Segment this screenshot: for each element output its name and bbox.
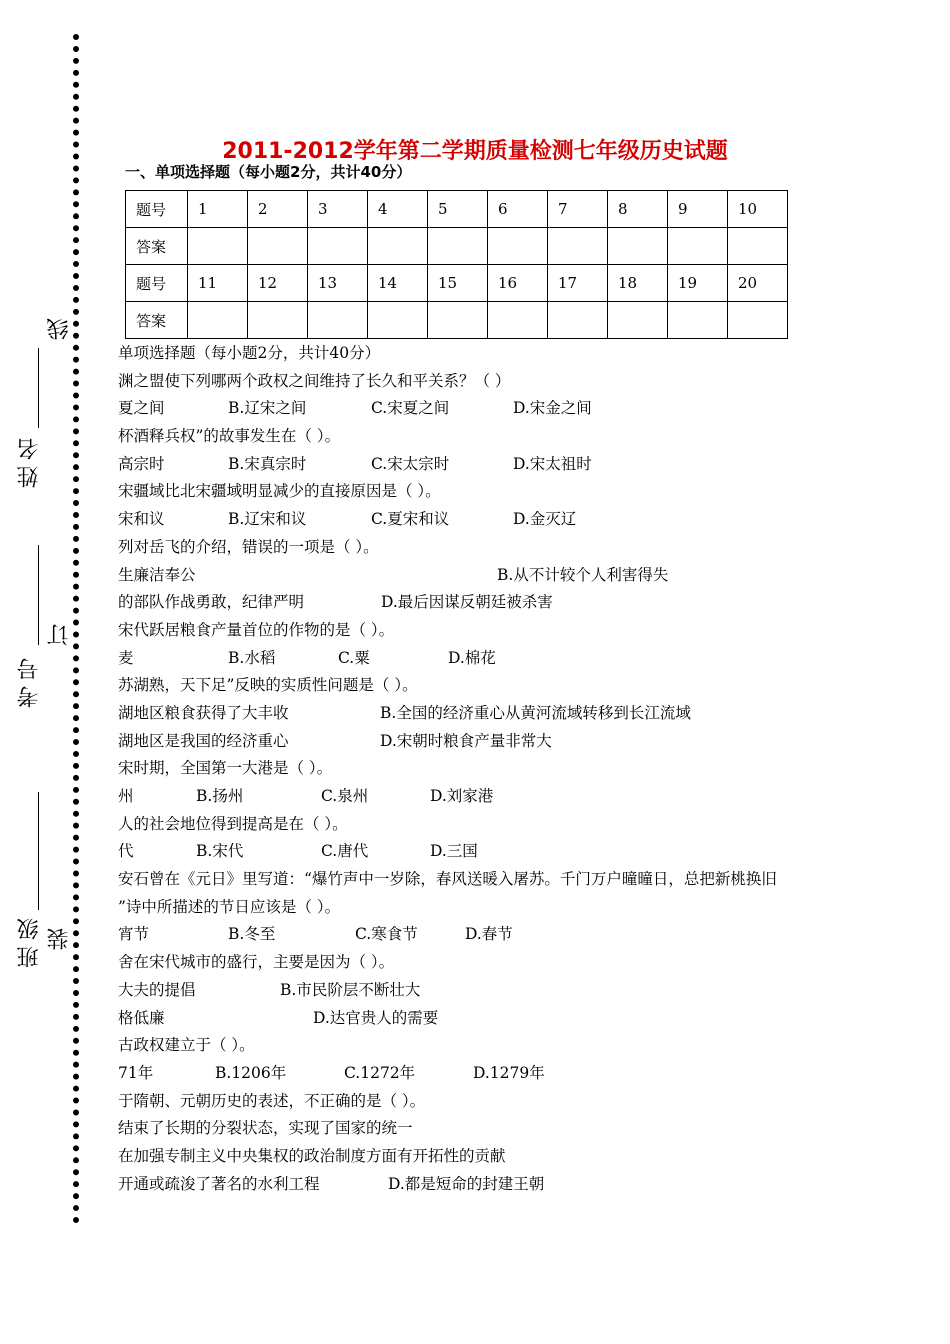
question-line: [118, 838, 878, 866]
question-text: 列对岳飞的介绍，错误的一项是（ ）。: [118, 537, 379, 556]
question-number-cell: 3: [308, 191, 368, 228]
question-text: 开通或疏浚了著名的水利工程: [118, 1174, 320, 1193]
question-line: [118, 1088, 878, 1116]
question-text: 的部队作战勇敢，纪律严明: [118, 593, 305, 612]
row-label: 答案: [126, 302, 188, 339]
question-line: [118, 921, 878, 949]
question-line: [118, 755, 878, 783]
question-text: 湖地区是我国的经济重心: [118, 731, 289, 750]
question-line: [118, 1143, 878, 1171]
question-line: [118, 645, 878, 673]
answer-cell[interactable]: [728, 228, 788, 265]
question-line: [118, 340, 878, 368]
option-text: D.春节: [465, 925, 513, 944]
answer-cell[interactable]: [728, 302, 788, 339]
question-text: 宋和议: [118, 510, 165, 529]
question-text: 宋疆域比北宋疆域明显减少的直接原因是（ ）。: [118, 482, 441, 501]
question-line: [118, 1032, 878, 1060]
question-number-cell: 11: [188, 265, 248, 302]
option-text: B.宋代: [196, 842, 244, 861]
answer-cell[interactable]: [668, 302, 728, 339]
table-row: [126, 191, 788, 228]
question-line: [118, 811, 878, 839]
class-label: 班级: [17, 912, 42, 968]
question-line: [118, 700, 878, 728]
question-number-cell: 17: [548, 265, 608, 302]
question-line: [118, 728, 878, 756]
row-label: 题号: [126, 265, 188, 302]
name-write-line: [38, 348, 39, 428]
question-number-cell: 20: [728, 265, 788, 302]
question-line: [118, 866, 878, 894]
option-text: D.1279年: [473, 1063, 545, 1082]
question-line: [118, 617, 878, 645]
question-text: 高宗时: [118, 454, 165, 473]
question-text: 人的社会地位得到提高是在（ ）。: [118, 814, 348, 833]
option-text: D.三国: [430, 842, 478, 861]
question-line: [118, 478, 878, 506]
option-text: B.宋真宗时: [228, 454, 307, 473]
answer-cell[interactable]: [308, 302, 368, 339]
question-line: [118, 1060, 878, 1088]
question-text: 代: [118, 842, 134, 861]
question-text: 湖地区粮食获得了大丰收: [118, 703, 289, 722]
option-text: C.夏宋和议: [371, 510, 450, 529]
option-text: D.最后因谋反朝廷被杀害: [381, 593, 553, 612]
question-text: 宵节: [118, 925, 150, 944]
question-line: [118, 451, 878, 479]
question-text: 结束了长期的分裂状态，实现了国家的统一: [118, 1119, 413, 1138]
class-write-line: [38, 792, 39, 910]
option-text: B.全国的经济重心从黄河流域转移到长江流域: [380, 703, 691, 722]
option-text: B.从不计较个人利害得失: [497, 565, 669, 584]
option-text: C.宋夏之间: [371, 399, 450, 418]
answer-cell[interactable]: [368, 302, 428, 339]
question-number-cell: 6: [488, 191, 548, 228]
option-text: B.水稻: [228, 648, 276, 667]
answer-table: [125, 190, 788, 339]
option-text: D.宋太祖时: [513, 454, 592, 473]
question-line: [118, 562, 878, 590]
option-text: D.都是短命的封建王朝: [388, 1174, 545, 1193]
question-text: 渊之盟使下列哪两个政权之间维持了长久和平关系？（ ）: [118, 371, 511, 390]
question-line: [118, 672, 878, 700]
option-text: D.金灭辽: [513, 510, 577, 529]
question-line: [118, 894, 878, 922]
answer-cell[interactable]: [188, 302, 248, 339]
question-text: 宋时期，全国第一大港是（ ）。: [118, 759, 333, 778]
option-text: B.1206年: [215, 1063, 287, 1082]
number-label: 考号: [17, 652, 42, 708]
option-text: C.1272年: [344, 1063, 416, 1082]
question-number-cell: 7: [548, 191, 608, 228]
line-label: 线: [47, 312, 72, 340]
bind-label: 订: [47, 618, 72, 646]
answer-cell[interactable]: [548, 228, 608, 265]
option-text: B.扬州: [196, 787, 244, 805]
question-number-cell: 14: [368, 265, 428, 302]
question-line: [118, 368, 878, 396]
table-row: [126, 265, 788, 302]
table-row: [126, 228, 788, 265]
question-text: 古政权建立于（ ）。: [118, 1036, 255, 1055]
question-number-cell: 13: [308, 265, 368, 302]
answer-cell[interactable]: [548, 302, 608, 339]
question-line: [118, 395, 878, 423]
question-text: 州: [118, 787, 134, 805]
question-line: [118, 977, 878, 1005]
question-text: ”诗中所描述的节日应该是（ ）。: [118, 897, 341, 916]
option-text: D.达官贵人的需要: [313, 1008, 439, 1027]
question-number-cell: 5: [428, 191, 488, 228]
answer-cell[interactable]: [428, 228, 488, 265]
question-text: 于隋朝、元朝历史的表述，不正确的是（ ）。: [118, 1091, 426, 1110]
question-line: [118, 949, 878, 977]
question-number-cell: 4: [368, 191, 428, 228]
question-text: 苏湖熟，天下足”反映的实质性问题是（ ）。: [118, 676, 418, 695]
question-line: [118, 1005, 878, 1033]
question-text: 麦: [118, 648, 134, 667]
answer-cell[interactable]: [368, 228, 428, 265]
answer-cell[interactable]: [668, 228, 728, 265]
question-number-cell: 12: [248, 265, 308, 302]
question-text: 在加强专制主义中央集权的政治制度方面有开拓性的贡献: [118, 1146, 506, 1165]
answer-cell[interactable]: [428, 302, 488, 339]
question-number-cell: 9: [668, 191, 728, 228]
question-list: [118, 340, 878, 1198]
number-write-line: [38, 545, 39, 645]
question-number-cell: 10: [728, 191, 788, 228]
install-label: 装: [47, 922, 72, 950]
question-text: 杯酒释兵权”的故事发生在（ ）。: [118, 427, 341, 446]
answer-cell[interactable]: [608, 228, 668, 265]
question-number-cell: 19: [668, 265, 728, 302]
option-text: D.刘家港: [430, 787, 494, 805]
option-text: B.辽宋之间: [228, 399, 307, 418]
question-text: 大夫的提倡: [118, 980, 196, 999]
question-text: 71年: [118, 1063, 154, 1082]
row-label: 答案: [126, 228, 188, 265]
question-text: 安石曾在《元日》里写道：“爆竹声中一岁除，春风送暖入屠苏。千门万户曈曈日，总把新桃换旧: [118, 870, 777, 889]
question-number-cell: 8: [608, 191, 668, 228]
option-text: C.寒食节: [355, 925, 418, 944]
question-text: 舍在宋代城市的盛行，主要是因为（ ）。: [118, 953, 395, 972]
question-number-cell: 15: [428, 265, 488, 302]
question-line: [118, 534, 878, 562]
option-text: D.棉花: [448, 648, 496, 667]
option-text: C.泉州: [321, 787, 369, 805]
question-number-cell: 16: [488, 265, 548, 302]
question-text: 夏之间: [118, 399, 165, 418]
option-text: B.辽宋和议: [228, 510, 307, 529]
question-text: 单项选择题（每小题2分，共计40分）: [118, 344, 381, 362]
option-text: D.宋朝时粮食产量非常大: [380, 731, 552, 750]
option-text: B.冬至: [228, 925, 276, 944]
question-line: [118, 783, 878, 811]
answer-cell[interactable]: [488, 302, 548, 339]
answer-cell[interactable]: [248, 302, 308, 339]
question-line: [118, 506, 878, 534]
option-text: B.市民阶层不断壮大: [280, 980, 421, 999]
answer-cell[interactable]: [248, 228, 308, 265]
question-line: [118, 1171, 878, 1199]
question-number-cell: 18: [608, 265, 668, 302]
exam-title: 2011-2012学年第二学期质量检测七年级历史试题: [222, 139, 728, 164]
answer-cell[interactable]: [488, 228, 548, 265]
question-number-cell: 2: [248, 191, 308, 228]
question-line: [118, 423, 878, 451]
name-label: 姓名: [17, 432, 42, 488]
question-line: [118, 1115, 878, 1143]
answer-cell[interactable]: [188, 228, 248, 265]
question-text: 格低廉: [118, 1008, 165, 1027]
question-line: [118, 589, 878, 617]
option-text: C.唐代: [321, 842, 369, 861]
question-number-cell: 1: [188, 191, 248, 228]
answer-cell[interactable]: [608, 302, 668, 339]
row-label: 题号: [126, 191, 188, 228]
option-text: D.宋金之间: [513, 399, 592, 418]
question-text: 生廉洁奉公: [118, 565, 196, 584]
table-row: [126, 302, 788, 339]
question-text: 宋代跃居粮食产量首位的作物的是（ ）。: [118, 620, 395, 639]
option-text: C.粟: [338, 648, 370, 667]
option-text: C.宋太宗时: [371, 454, 450, 473]
section-heading: 一、单项选择题（每小题2分，共计40分）: [125, 163, 412, 181]
answer-cell[interactable]: [308, 228, 368, 265]
